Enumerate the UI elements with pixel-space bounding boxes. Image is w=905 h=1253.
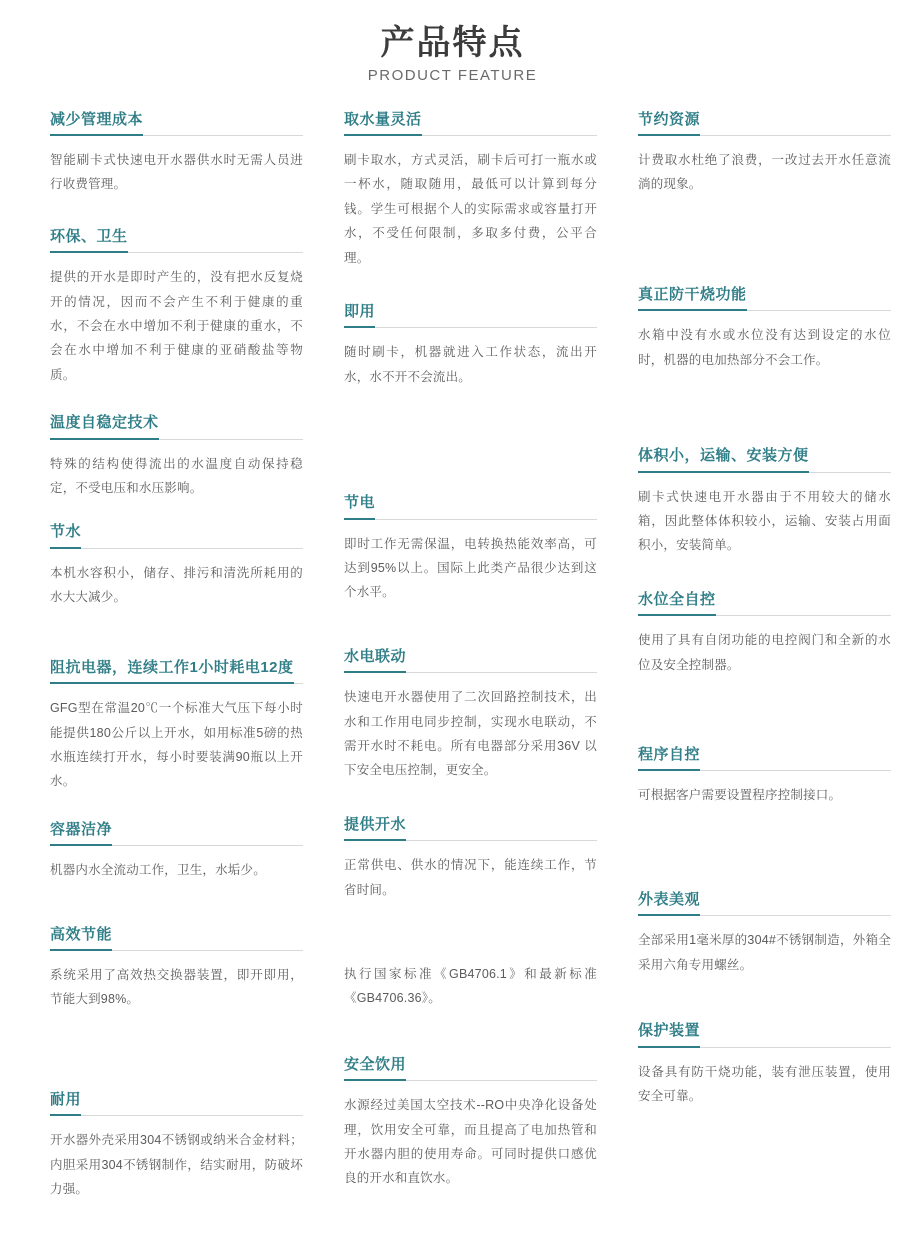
feature-divider — [50, 1115, 303, 1116]
feature-item — [50, 227, 303, 387]
feature-title: 体积小，运输、安装方便 — [638, 446, 809, 473]
feature-title: 减少管理成本 — [50, 110, 143, 137]
page-subtitle: PRODUCT FEATURE — [367, 66, 538, 84]
feature-body: GFG型在常温20℃一个标准大气压下每小时能提供180公斤以上开水，如用标准5磅的热水瓶连续打开水，每小时要装满90瓶以上开水。 — [50, 701, 303, 789]
feature-body: 即时工作无需保温，电转换热能效率高，可达到95%以上。国际上此类产品很少达到这个水平。 — [344, 536, 597, 600]
feature-grid — [50, 110, 891, 1224]
feature-body: 快速电开水器使用了二次回路控制技术，出水和工作用电同步控制，实现水电联动，不需开水时不耗电。所有电器部分采用36V 以下安全电压控制，更安全。 — [344, 690, 597, 778]
feature-body: 机器内水全流动工作，卫生，水垢少。 — [50, 863, 266, 878]
feature-item — [638, 590, 891, 677]
feature-body: 可根据客户需要设置程序控制接口。 — [638, 788, 842, 803]
feature-divider — [50, 548, 303, 549]
feature-column-2 — [344, 110, 597, 1213]
feature-column-3 — [638, 110, 891, 1131]
feature-item — [344, 302, 597, 389]
feature-item — [344, 110, 597, 270]
feature-item — [344, 1055, 597, 1191]
feature-item — [638, 1021, 891, 1108]
feature-title: 容器洁净 — [50, 820, 112, 847]
feature-divider — [344, 327, 597, 328]
feature-body: 智能刷卡式快速电开水器供水时无需人员进行收费管理。 — [50, 153, 303, 192]
feature-title: 外表美观 — [638, 890, 700, 917]
feature-title: 真正防干烧功能 — [638, 285, 747, 312]
feature-body: 随时刷卡，机器就进入工作状态，流出开水，水不开不会流出。 — [344, 345, 597, 384]
feature-item — [50, 1090, 303, 1202]
feature-title: 高效节能 — [50, 925, 112, 952]
feature-title: 节水 — [50, 522, 81, 549]
feature-title: 节约资源 — [638, 110, 700, 137]
feature-item — [638, 110, 891, 197]
feature-item — [638, 745, 891, 808]
feature-item — [638, 285, 891, 372]
feature-body: 提供的开水是即时产生的，没有把水反复烧开的情况，因而不会产生不利于健康的重水，不会在水中增加不利于健康的重水，不会在水中增加不利于健康的亚硝酸盐等物质。 — [50, 270, 303, 382]
feature-divider — [344, 519, 597, 520]
feature-title: 提供开水 — [344, 815, 406, 842]
feature-item — [344, 815, 597, 902]
feature-item — [50, 522, 303, 609]
feature-body: 系统采用了高效热交换器装置，即开即用，节能大到98%。 — [50, 968, 303, 1007]
feature-title: 取水量灵活 — [344, 110, 422, 137]
feature-body: 全部采用1毫米厚的304#不锈钢制造，外箱全采用六角专用螺丝。 — [638, 933, 891, 972]
feature-item — [50, 413, 303, 500]
feature-title: 节电 — [344, 493, 375, 520]
feature-body: 本机水容积小，储存、排污和清洗所耗用的水大大减少。 — [50, 565, 303, 605]
page-header — [50, 22, 855, 84]
feature-title: 环保、卫生 — [50, 227, 128, 254]
feature-title: 温度自稳定技术 — [50, 413, 159, 440]
feature-item — [344, 647, 597, 783]
feature-body: 水源经过美国太空技术--RO中央净化设备处理，饮用安全可靠，而且提高了电加热管和开水器内胆的使用寿命。可同时提供口感优良的开水和直饮水。 — [344, 1098, 597, 1186]
feature-title: 即用 — [344, 302, 375, 329]
feature-item — [638, 890, 891, 977]
feature-column-1 — [50, 110, 303, 1224]
feature-title: 保护装置 — [638, 1021, 700, 1048]
feature-body: 使用了具有自闭功能的电控阀门和全新的水位及安全控制器。 — [638, 633, 891, 672]
feature-body: 执行国家标准《GB4706.1》和最新标准《GB4706.36》。 — [344, 967, 597, 1006]
feature-body: 计费取水杜绝了浪费，一改过去开水任意流淌的现象。 — [638, 153, 891, 192]
feature-title: 阻抗电器，连续工作1小时耗电12度 — [50, 658, 294, 685]
feature-item — [344, 493, 597, 605]
feature-body: 开水器外壳采用304不锈钢或纳米合金材料；内胆采用304不锈钢制作，结实耐用，防破坏力强。 — [50, 1133, 303, 1196]
feature-item — [50, 925, 303, 1012]
feature-title: 安全饮用 — [344, 1055, 406, 1082]
feature-item — [50, 658, 303, 794]
feature-title: 耐用 — [50, 1090, 81, 1117]
page-title: 产品特点 — [380, 24, 525, 62]
feature-item — [50, 820, 303, 883]
feature-title: 程序自控 — [638, 745, 700, 772]
feature-body: 正常供电、供水的情况下，能连续工作，节省时间。 — [344, 858, 597, 897]
feature-item — [344, 962, 597, 1011]
feature-item — [638, 446, 891, 558]
feature-body: 刷卡取水，方式灵活，刷卡后可打一瓶水或一杯水，随取随用，最低可以计算到每分钱。学生可根据个人的实际需求或容量打开水，不受任何限制，多取多付费，公平合理。 — [344, 153, 597, 265]
feature-body: 水箱中没有水或水位没有达到设定的水位时，机器的电加热部分不会工作。 — [638, 328, 891, 367]
feature-body: 设备具有防干烧功能，装有泄压装置，使用安全可靠。 — [638, 1064, 891, 1103]
feature-body: 刷卡式快速电开水器由于不用较大的储水箱，因此整体体积较小，运输、安装占用面积小，安装简单。 — [638, 489, 891, 553]
feature-title: 水位全自控 — [638, 590, 716, 617]
feature-item — [50, 110, 303, 197]
feature-body: 特殊的结构使得流出的水温度自动保持稳定，不受电压和水压影响。 — [50, 456, 303, 495]
feature-title: 水电联动 — [344, 647, 406, 674]
